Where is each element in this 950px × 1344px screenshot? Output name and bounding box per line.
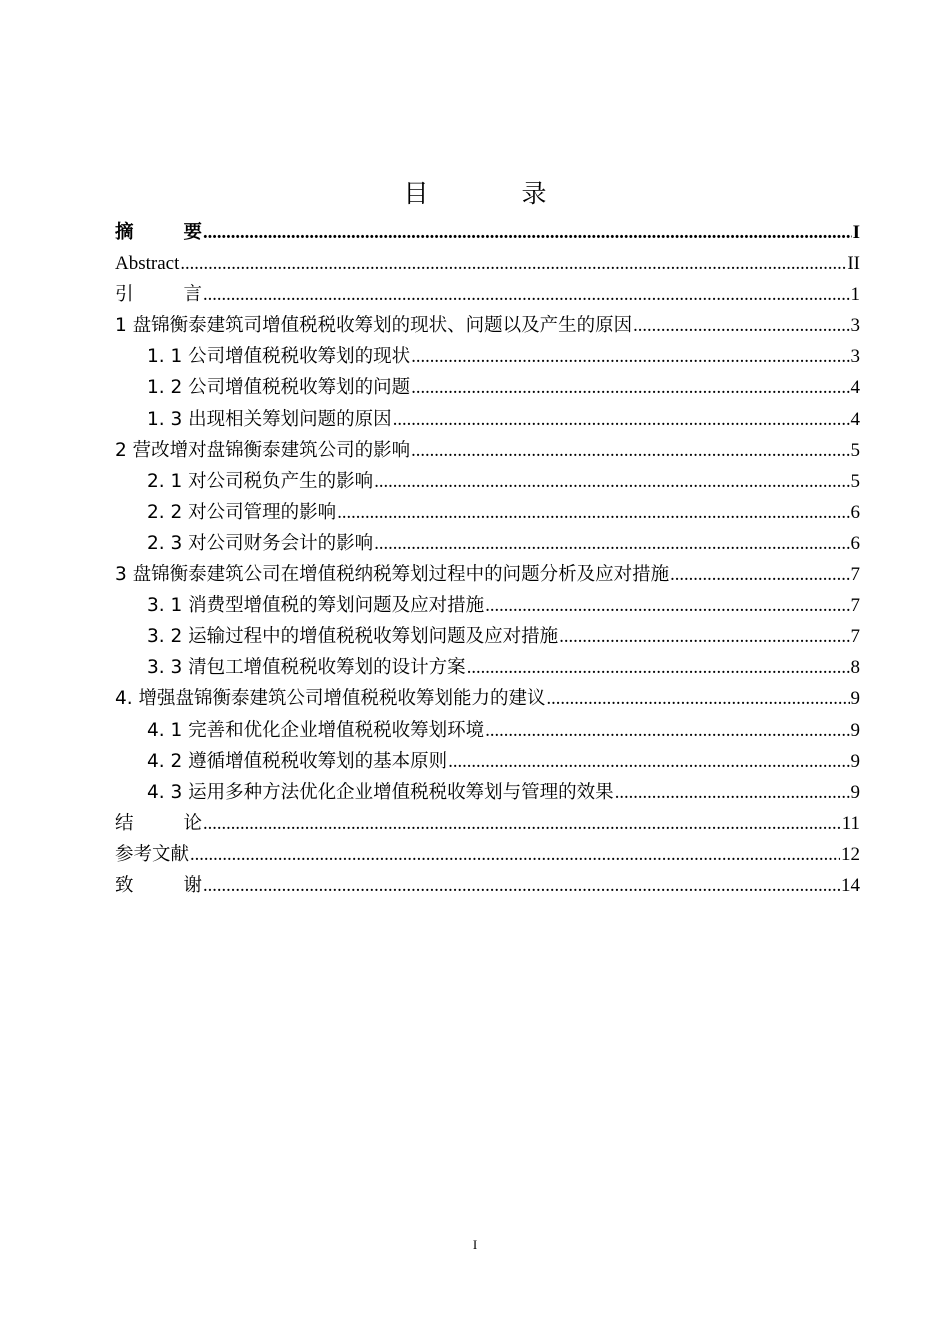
- toc-entry-label: 3. 1 消费型增值税的筹划问题及应对措施: [147, 595, 485, 617]
- toc-entry-page: 7: [850, 564, 860, 586]
- leader-dots: [670, 560, 849, 591]
- toc-entry-page: 9: [850, 719, 860, 741]
- toc-entry-label: 4. 3 运用多种方法优化企业增值税税收筹划与管理的效果: [147, 781, 614, 803]
- toc-entry-section-4-3[interactable]: [115, 777, 860, 808]
- toc-entry-acknowledgements[interactable]: [115, 870, 860, 901]
- table-of-contents: [115, 217, 860, 901]
- leader-dots: [374, 467, 849, 498]
- toc-entry-section-1-3[interactable]: [115, 404, 860, 435]
- page-number-footer: I: [472, 1237, 478, 1252]
- toc-entry-label: 2. 1 对公司税负产生的影响: [147, 470, 374, 492]
- toc-title: 目 录: [403, 179, 581, 208]
- toc-entry-page: II: [847, 253, 860, 275]
- toc-entry-label: 1 盘锦衡泰建筑司增值税税收筹划的现状、问题以及产生的原因: [115, 315, 633, 337]
- toc-entry-page: 11: [841, 812, 860, 834]
- toc-entry-label: 2. 3 对公司财务会计的影响: [147, 532, 374, 554]
- toc-entry-label: 1. 3 出现相关筹划问题的原因: [147, 408, 392, 430]
- toc-entry-page: 9: [850, 688, 860, 710]
- toc-entry-label: 3. 2 运输过程中的增值税税收筹划问题及应对措施: [147, 626, 559, 648]
- toc-entry-label: 2 营改增对盘锦衡泰建筑公司的影响: [115, 439, 411, 461]
- leader-dots: [203, 871, 840, 902]
- toc-entry-references[interactable]: [115, 839, 860, 870]
- toc-entry-page: 4: [850, 377, 860, 399]
- toc-entry-chapter-1[interactable]: [115, 310, 860, 341]
- toc-entry-label: 致 谢: [115, 874, 203, 896]
- leader-dots: [180, 249, 846, 280]
- leader-dots: [615, 778, 850, 809]
- toc-entry-label: 3 盘锦衡泰建筑公司在增值税纳税筹划过程中的问题分析及应对措施: [115, 564, 670, 586]
- toc-entry-section-3-3[interactable]: [115, 652, 860, 683]
- toc-entry-section-4-2[interactable]: [115, 746, 860, 777]
- leader-dots: [547, 684, 850, 715]
- toc-entry-page: 7: [850, 595, 860, 617]
- leader-dots: [485, 716, 849, 747]
- toc-entry-label: 参考文献: [115, 843, 190, 865]
- toc-entry-label: 4. 1 完善和优化企业增值税税收筹划环境: [147, 719, 485, 741]
- toc-entry-page: 14: [841, 874, 860, 896]
- toc-entry-page: 9: [850, 781, 860, 803]
- toc-entry-label: 4. 2 遵循增值税税收筹划的基本原则: [147, 750, 448, 772]
- leader-dots: [411, 436, 849, 467]
- toc-entry-section-1-2[interactable]: [115, 372, 860, 403]
- toc-entry-introduction[interactable]: [115, 279, 860, 310]
- leader-dots: [633, 311, 849, 342]
- toc-entry-chapter-3[interactable]: [115, 559, 860, 590]
- toc-entry-label: 4. 增强盘锦衡泰建筑公司增值税税收筹划能力的建议: [115, 688, 546, 710]
- toc-entry-page: 6: [850, 532, 860, 554]
- toc-entry-page: 4: [850, 408, 860, 430]
- toc-entry-conclusion[interactable]: [115, 808, 860, 839]
- leader-dots: [374, 529, 849, 560]
- toc-entry-label: Abstract: [115, 253, 180, 275]
- leader-dots: [467, 653, 850, 684]
- toc-entry-page: 3: [850, 346, 860, 368]
- toc-entry-page: 5: [850, 470, 860, 492]
- toc-entry-section-2-1[interactable]: [115, 466, 860, 497]
- toc-entry-label: 结 论: [115, 812, 203, 834]
- toc-entry-label: 1. 1 公司增值税税收筹划的现状: [147, 346, 411, 368]
- toc-entry-label: 1. 2 公司增值税税收筹划的问题: [147, 377, 411, 399]
- toc-entry-section-4-1[interactable]: [115, 715, 860, 746]
- toc-entry-section-3-1[interactable]: [115, 590, 860, 621]
- toc-entry-page: 6: [850, 501, 860, 523]
- toc-entry-page: I: [852, 222, 860, 243]
- toc-entry-section-3-2[interactable]: [115, 621, 860, 652]
- toc-entry-chapter-2[interactable]: [115, 435, 860, 466]
- leader-dots: [337, 498, 849, 529]
- toc-entry-label: 2. 2 对公司管理的影响: [147, 501, 337, 523]
- toc-entry-section-1-1[interactable]: [115, 341, 860, 372]
- leader-dots: [190, 840, 840, 871]
- toc-entry-label: 3. 3 清包工增值税税收筹划的设计方案: [147, 657, 466, 679]
- leader-dots: [393, 405, 850, 436]
- leader-dots: [448, 747, 849, 778]
- toc-entry-section-2-3[interactable]: [115, 528, 860, 559]
- toc-entry-section-2-2[interactable]: [115, 497, 860, 528]
- toc-entry-page: 3: [850, 315, 860, 337]
- toc-entry-page: 5: [850, 439, 860, 461]
- toc-entry-page: 8: [850, 657, 860, 679]
- leader-dots: [485, 591, 849, 622]
- toc-entry-abstract-en[interactable]: [115, 248, 860, 279]
- toc-entry-abstract-cn[interactable]: [115, 217, 860, 248]
- toc-entry-chapter-4[interactable]: [115, 683, 860, 714]
- leader-dots: [411, 342, 849, 373]
- toc-entry-page: 1: [850, 284, 860, 306]
- toc-entry-page: 9: [850, 750, 860, 772]
- leader-dots: [559, 622, 849, 653]
- leader-dots: [203, 218, 852, 249]
- toc-entry-label: 摘 要: [115, 222, 203, 243]
- leader-dots: [203, 809, 841, 840]
- leader-dots: [203, 280, 849, 311]
- toc-entry-page: 12: [841, 843, 860, 865]
- toc-entry-label: 引 言: [115, 284, 203, 306]
- leader-dots: [411, 373, 849, 404]
- toc-entry-page: 7: [850, 626, 860, 648]
